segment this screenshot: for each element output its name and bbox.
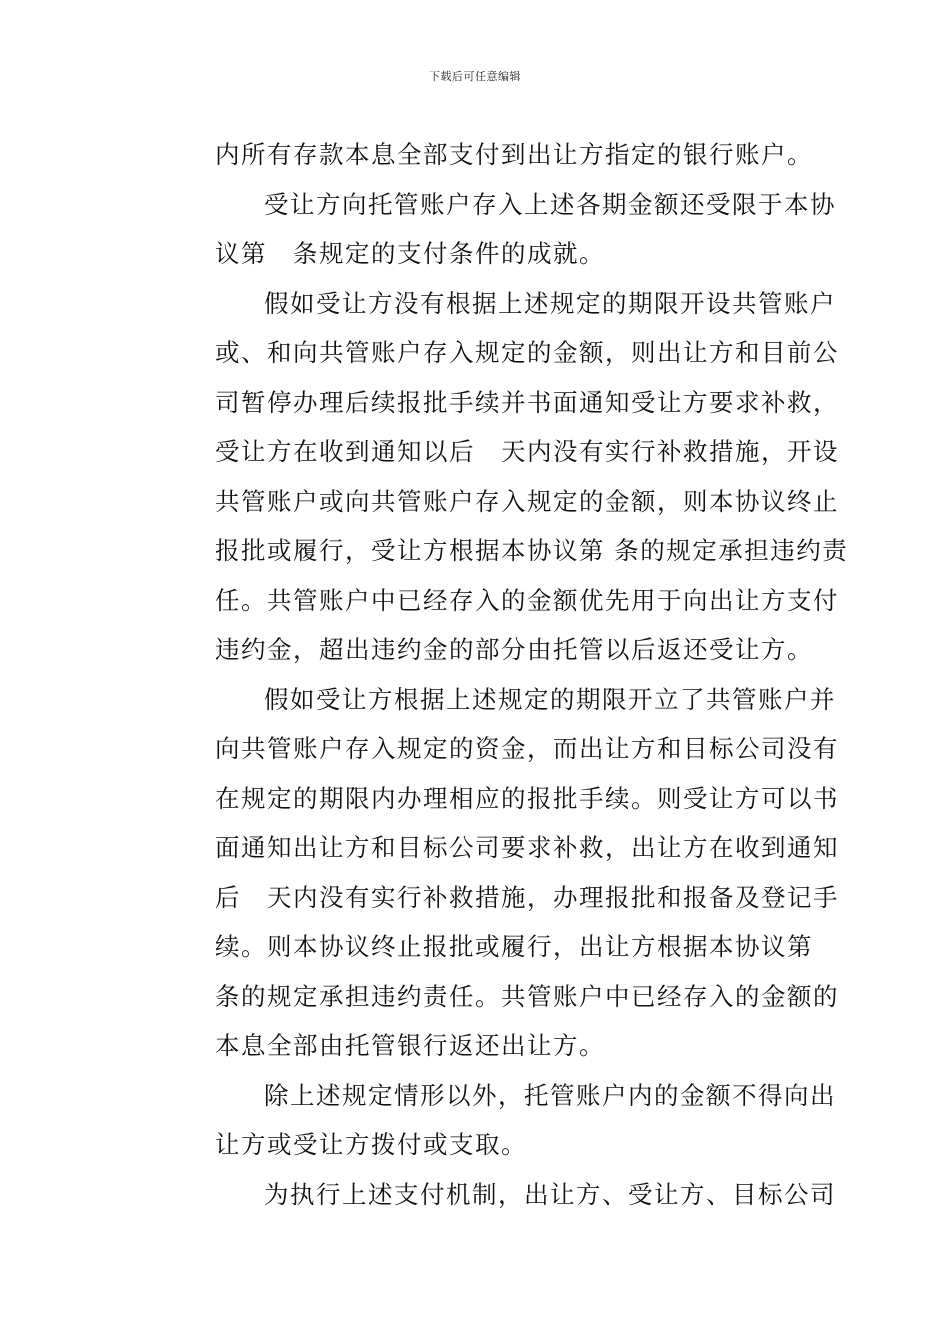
text-line: 后 天内没有实行补救措施，办理报批和报备及登记手 bbox=[215, 882, 839, 912]
text-line: 条的规定承担违约责任。共管账户中已经存入的金额的 bbox=[215, 981, 839, 1011]
text-line: 向共管账户存入规定的资金，而出让方和目标公司没有 bbox=[215, 734, 839, 763]
paragraph-start-line: 为执行上述支付机制，出让方、受让方、目标公司 bbox=[264, 1179, 836, 1209]
text-line: 议第 条规定的支付条件的成就。 bbox=[215, 239, 605, 268]
page-header: 下载后可任意编辑 bbox=[429, 70, 521, 83]
text-line: 让方或受让方拨付或支取。 bbox=[215, 1130, 527, 1159]
paragraph-start-line: 假如受让方根据上述规定的期限开立了共管账户并 bbox=[264, 684, 836, 714]
text-line: 任。共管账户中已经存入的金额优先用于向出让方支付 bbox=[215, 585, 839, 615]
text-line: 续。则本协议终止报批或履行，出让方根据本协议第 bbox=[215, 932, 813, 961]
text-line: 面通知出让方和目标公司要求补救，出让方在收到通知 bbox=[215, 833, 839, 862]
paragraph-start-line: 除上述规定情形以外，托管账户内的金额不得向出 bbox=[264, 1080, 836, 1110]
text-line: 内所有存款本息全部支付到出让方指定的银行账户。 bbox=[215, 140, 813, 169]
text-line: 本息全部由托管银行返还出让方。 bbox=[215, 1031, 605, 1060]
text-line: 在规定的期限内办理相应的报批手续。则受让方可以书 bbox=[215, 783, 839, 813]
paragraph-start-line: 受让方向托管账户存入上述各期金额还受限于本协 bbox=[264, 189, 836, 219]
paragraph-start-line: 假如受让方没有根据上述规定的期限开设共管账户 bbox=[264, 288, 836, 318]
text-line: 共管账户或向共管账户存入规定的金额，则本协议终止 bbox=[215, 486, 839, 516]
text-line: 司暂停办理后续报批手续并书面通知受让方要求补救， bbox=[215, 387, 839, 417]
text-line: 受让方在收到通知以后 天内没有实行补救措施，开设 bbox=[215, 437, 839, 466]
text-line: 报批或履行，受让方根据本协议第 条的规定承担违约责 bbox=[215, 536, 849, 565]
document-body bbox=[215, 130, 849, 1219]
text-line: 或、和向共管账户存入规定的金额，则出让方和目前公 bbox=[215, 338, 839, 367]
text-line: 违约金，超出违约金的部分由托管以后返还受让方。 bbox=[215, 635, 813, 664]
